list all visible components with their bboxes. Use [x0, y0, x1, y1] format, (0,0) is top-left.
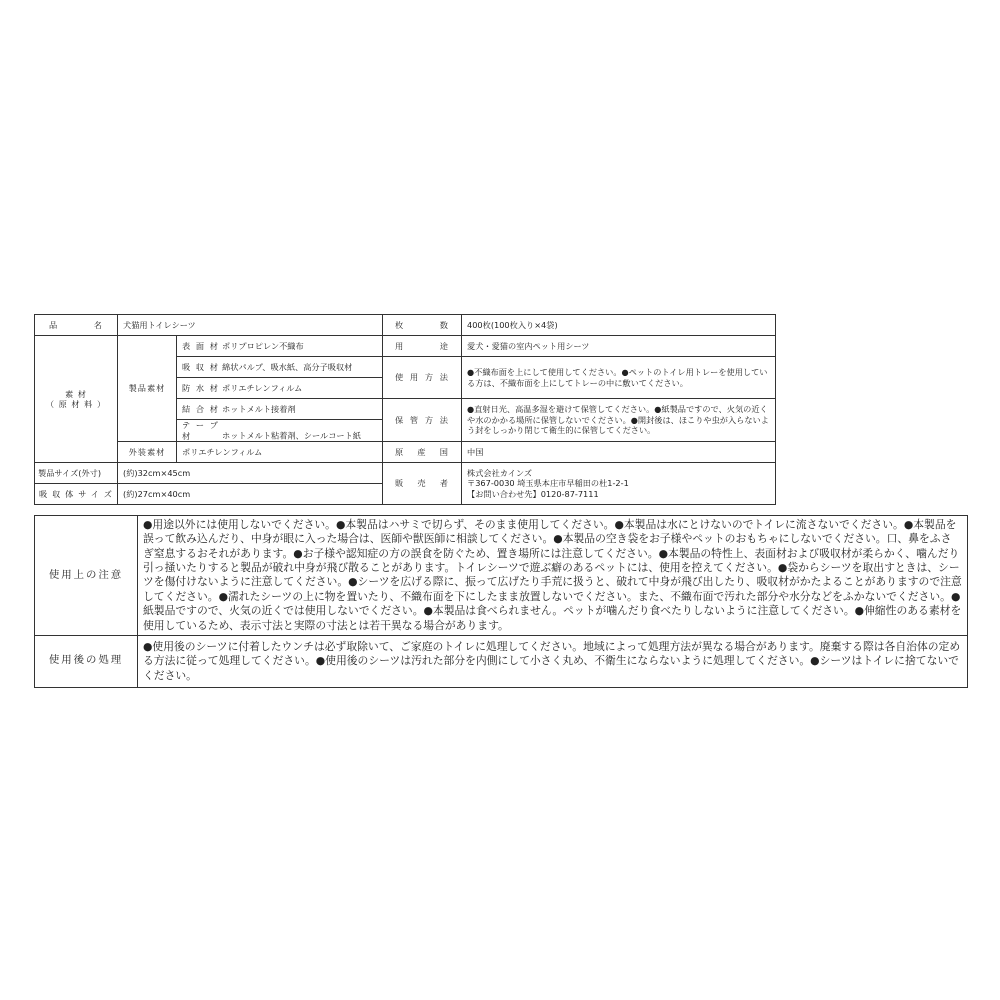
caution-text: ●用途以外には使用しないでください。●本製品はハサミで切らず、そのまま使用してください。●本製品は水にとけないのでトイレに流さないでください。●本製品を誤って飲み込んだり、中身が眼に入った場合は、医師や獣医師に相談してください。●本製品の空き袋をお子様やペットのおもちゃにしないでください。口、鼻をふさぎ窒息するおそれがあります。●お子様や認知症の方の誤食を防ぐため、置き場所には注意してください。●本製品の特性上、表面材および吸収材が柔らかく、噛んだり引っ掻いたりすると製品が破れ中身が飛び散ることがあります。トイレシーツで遊ぶ癖のあるペットには、使用を控えてください。●袋からシーツを取出すときは、シーツを傷付けないように注意してください。●シーツを広げる際に、振って広げたり手荒に扱うと、破れて中身が飛び出したり、吸収材がかたよることがありますので注意してください。●濡れたシーツの上に物を置いたり、不織布面を下にしたまま放置しないでください。また、不織布面で汚れた部分や水分などをふかないでください。●紙製品ですので、火気の近くでは使用しないでください。●本製品は食べられません。ペットが噛んだり食べたりしないように注意してください。●伸縮性のある素材を使用しているため、表示寸法と実際の寸法とは若干異なる場合があります。: [138, 516, 968, 636]
storage-value: ●直射日光、高温多湿を避けて保管してください。●紙製品ですので、火気の近くや水のかかる場所に保管しないでください。●開封後は、ほこりや虫が入らないよう封をしっかり閉じて衛生的に保管してください。: [462, 399, 776, 442]
material-name: 結 合 材: [182, 403, 218, 414]
origin-value: 中国: [462, 442, 776, 463]
material-value: 綿状パルプ、吸水紙、高分子吸収材: [222, 361, 353, 372]
caution-heading: 使用上の注意: [35, 516, 138, 636]
material-value: ホットメルト粘着剤、シールコート紙: [222, 430, 361, 441]
material-row-waterproof: [177, 378, 383, 399]
absorb-value: (約)27cm×40cm: [118, 484, 383, 505]
origin-label: 原 産 国: [383, 442, 462, 463]
size-label: 製品サイズ(外寸): [35, 463, 118, 484]
material-name: テ ー プ 材: [182, 420, 218, 441]
material-name: 吸 収 材: [182, 361, 218, 372]
product-material-label: 製品素材: [118, 336, 177, 442]
material-row-surface: [177, 336, 383, 357]
material-label-line1: 素 材: [65, 388, 87, 399]
seller-label: 販 売 者: [383, 463, 462, 505]
seller-address: 〒367-0030 埼玉県本庄市早稲田の杜1-2-1: [467, 478, 629, 489]
spec-table: [34, 314, 776, 505]
material-name: 表 面 材: [182, 340, 218, 351]
material-name: 防 水 材: [182, 382, 218, 393]
after-use-text: ●使用後のシーツに付着したウンチは必ず取除いて、ご家庭のトイレに処理してください。地域によって処理方法が異なる場合があります。廃棄する際は各自治体の定める方法に従って処理してください。●使用後のシーツは汚れた部分を内側にして小さく丸め、不衛生にならないように処理してください。●シーツはトイレに捨てないでください。: [138, 635, 968, 687]
storage-label: 保 管 方 法: [383, 399, 462, 442]
material-label-line2: （ 原 材 料 ）: [45, 399, 107, 410]
material-row-binder: [177, 399, 383, 420]
material-value: ホットメルト接着剤: [222, 403, 296, 414]
absorb-label: 吸収体サイズ: [35, 484, 118, 505]
use-value: 愛犬・愛猫の室内ペット用シーツ: [462, 336, 776, 357]
count-label: 枚 数: [383, 315, 462, 336]
seller-contact: 【お問い合わせ先】0120-87-7111: [467, 489, 599, 500]
after-use-heading: 使用後の処理: [35, 635, 138, 687]
material-row-absorbent: [177, 357, 383, 378]
product-name-value: 犬猫用トイレシーツ: [118, 315, 383, 336]
product-name-label: 品 名: [35, 315, 118, 336]
material-row-tape: [177, 420, 383, 442]
material-label: [35, 336, 118, 463]
material-value: ポリエチレンフィルム: [222, 382, 303, 393]
packaging-label: 外装素材: [118, 442, 177, 463]
count-value: 400枚(100枚入り×4袋): [462, 315, 776, 336]
howto-label: 使 用 方 法: [383, 357, 462, 399]
howto-value: ●不織布面を上にして使用してください。●ペットのトイレ用トレーを使用している方は、不織布面を上にしてトレーの中に敷いてください。: [462, 357, 776, 399]
size-value: (約)32cm×45cm: [118, 463, 383, 484]
use-label: 用 途: [383, 336, 462, 357]
caution-table: [34, 515, 968, 688]
material-value: ポリプロピレン不織布: [222, 340, 304, 351]
packaging-value: ポリエチレンフィルム: [177, 442, 383, 463]
seller-company: 株式会社カインズ: [467, 467, 533, 478]
seller-value: [462, 463, 776, 505]
